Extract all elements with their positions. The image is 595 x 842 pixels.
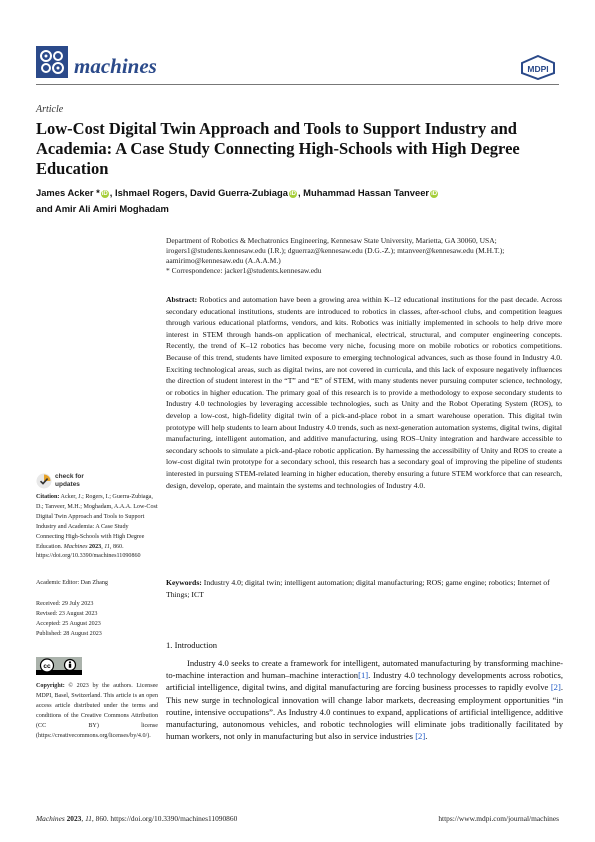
citation-doi[interactable]: , 860. https://doi.org/10.3390/machines11090860 bbox=[36, 543, 141, 560]
author-group: , Ishmael Rogers, David Guerra-Zubiaga bbox=[109, 187, 288, 198]
check-line-1: check for bbox=[55, 473, 84, 480]
footer-doi[interactable]: , 860. https://doi.org/10.3390/machines11090860 bbox=[91, 814, 238, 823]
affiliations bbox=[166, 236, 566, 276]
abstract-label: Abstract: bbox=[166, 295, 198, 304]
reference-link[interactable]: [2] bbox=[415, 731, 426, 742]
keywords-label: Keywords: bbox=[166, 578, 202, 587]
date-received: Received: 29 July 2023 bbox=[36, 601, 94, 607]
reference-link[interactable]: [1] bbox=[358, 670, 369, 681]
abstract-text: Robotics and automation have been a growing area within K–12 educational institutions for the past decade. Across secondary educational institutions, students are introduced to robotics in classes, after-school clubs, and competition leagues through various educational platforms, vendors, and kits. Robotics was initially implemented in schools to help drive more interest in STEM through hands-on application of mechanical, electrical, structural, and computer engineering concepts. Recently, the trend of K–12 robotics has become very niche, focusing more on mobile robotics or robotics competitions. Because of this trend, students have limited exposure to emerging technological advances, such as those found in Industry 4.0. Exciting technological areas, such as digital twins, are not covered in curricula, and this lack of exposure negatively influences the direction of student interest in the “T” and “E” of STEM, with many students never pursuing computer science, technology, or robotics in higher education. The primary goal of this research is to provide a methodology to expose secondary students to Industry 4.0 technologies by leveraging accessible technologies, such as Unity and the Robot Operating System (ROS), to develop a low-cost, high-fidelity digital twin of a pick-and-place robot in a smart warehouse operation. This digital twin prototype will help students to learn about Industry 4.0 trends, such as next-generation automation systems, digital twins, digital manufacturing, intelligent automation, and additive manufacturing, using ROS–Unity integration and hardware accessible to secondary schools to simulate a pick-and-place robotic application. By harnessing the accessibility of Unity and ROS to create a low-cost digital twin prototype for a secondary school, this research has a secondary goal of improving the pipeline of students interested in pursuing STEM-related learning in higher education, thereby ensuring a future STEM workforce that can research, design, develop, operate, and maintain the systems and technologies of Industry 4.0. bbox=[166, 295, 562, 490]
citation-volume: 11 bbox=[104, 543, 110, 550]
abstract bbox=[166, 294, 562, 491]
citation-journal: Machines bbox=[63, 543, 88, 550]
mdpi-logo-icon bbox=[520, 55, 556, 80]
orcid-icon[interactable]: iD bbox=[289, 191, 296, 197]
date-revised: Revised: 23 August 2023 bbox=[36, 610, 98, 617]
copyright-label: Copyright: bbox=[36, 683, 65, 689]
footer-journal-url[interactable]: https://www.mdpi.com/journal/machines bbox=[438, 814, 559, 823]
footer-year: 2023 bbox=[66, 814, 82, 823]
article-type: Article bbox=[36, 104, 64, 115]
citation: Citation: Acker, J.; Rogers, I.; Guerra-Zubiaga, D.; Tanveer, M.H.; Moghadam, A.A.A. Low-Cost Digital Twin Approach and Tools to Support Industry and Academia: A Case Study Connecting High-Schools with High Degree Education. Machines 2023, 11, 860. https://doi.org/10.3390/machines11090860 bbox=[36, 494, 158, 560]
intro-text-1: Industry 4.0 seeks to create a framework for intelligent, automated manufacturing by transforming machine-to-machine interaction and human–machine interaction bbox=[166, 658, 563, 681]
intro-paragraph bbox=[166, 657, 563, 742]
academic-editor: Academic Editor: Dan Zhang bbox=[36, 580, 108, 586]
intro-text-3: . This new surge in technological innovation will change labor markets, decreasing employment opportunities “in routine, intensive occupations”. As Industry 4.0 continues to expand, applications of artificial intelligence, additive manufacturing, autonomous vehicles, and robotic technologies will eliminate jobs traditionally facilitated by human workers, not only in manufacturing but also in service industries bbox=[166, 682, 563, 742]
check-for-updates-label[interactable] bbox=[55, 473, 84, 488]
orcid-icon[interactable]: iD bbox=[101, 191, 108, 197]
author-moghadam: and Amir Ali Amiri Moghadam bbox=[36, 202, 169, 214]
author-acker: James Acker * bbox=[36, 187, 100, 198]
affiliation-dept: Department of Robotics & Mechatronics Engineering, Kennesaw State University, Marietta, GA 30060, USA; bbox=[166, 236, 497, 245]
author-tanveer: , Muhammad Hassan Tanveer bbox=[297, 187, 430, 198]
section-heading: 1. Introduction bbox=[166, 640, 218, 650]
footer-volume: 11 bbox=[85, 814, 92, 823]
citation-text: Acker, J.; Rogers, I.; Guerra-Zubiaga, D.; Tanveer, M.H.; Moghadam, A.A.A. Low-Cost Digital Twin Approach and Tools to Support Industry and Academia: A Case Study Connecting High-Schools with High Degree Education. bbox=[36, 494, 158, 550]
copyright bbox=[36, 682, 158, 741]
affiliation-emails: irogers1@students.kennesaw.edu (I.R.); dguerraz@kennesaw.edu (D.G.-Z.); mtanveer@kennesaw.edu (M.H.T.); bbox=[166, 246, 505, 255]
keywords-text: Industry 4.0; digital twin; intelligent automation; digital manufacturing; ROS; game engine; robotics; Internet of Things; ICT bbox=[166, 578, 550, 599]
footer-citation: Machines 2023, 11, 860. https://doi.org/10.3390/machines11090860 bbox=[36, 814, 238, 823]
copyright-text: © 2023 by the authors. Licensee MDPI, Basel, Switzerland. This article is an open access article distributed under the terms and conditions of the Creative Commons Attribution (CC BY) license (https://creativecommons.org/licenses/by/4.0/). bbox=[36, 683, 158, 739]
intro-text-4: . bbox=[425, 731, 428, 742]
correspondence: * Correspondence: jacker1@students.kennesaw.edu bbox=[166, 266, 322, 275]
intro-text-2: . Industry 4.0 technology developments across robotics, artificial intelligence, digital twins, and digital manufacturing are forcing business processes to rapidly evolve bbox=[166, 670, 563, 693]
affiliation-emails: aamirimo@kennesaw.edu (A.A.A.M.) bbox=[166, 256, 281, 265]
journal-logo-icon bbox=[36, 46, 68, 78]
paper-title: Low-Cost Digital Twin Approach and Tools to Support Industry and Academia: A Case Study Connecting High-Schools with High Degree Education bbox=[36, 119, 520, 178]
check-for-updates-icon[interactable] bbox=[36, 473, 52, 489]
date-accepted: Accepted: 25 August 2023 bbox=[36, 620, 101, 627]
orcid-icon[interactable]: iD bbox=[431, 191, 438, 197]
reference-link[interactable]: [2] bbox=[550, 682, 561, 693]
author-list bbox=[36, 185, 561, 216]
citation-label: Citation: bbox=[36, 494, 60, 500]
date-published: Published: 28 August 2023 bbox=[36, 630, 102, 637]
check-line-2: updates bbox=[55, 480, 80, 488]
dates bbox=[36, 600, 158, 640]
cc-text: cc bbox=[43, 663, 51, 670]
citation-year: 2023 bbox=[89, 543, 102, 550]
journal-name: machines bbox=[74, 54, 157, 78]
footer-journal: Machines bbox=[36, 814, 65, 823]
header-rule bbox=[36, 84, 559, 85]
keywords bbox=[166, 577, 562, 600]
cc-by-license-icon[interactable] bbox=[36, 657, 82, 675]
mdpi-text: MDPI bbox=[527, 64, 549, 74]
